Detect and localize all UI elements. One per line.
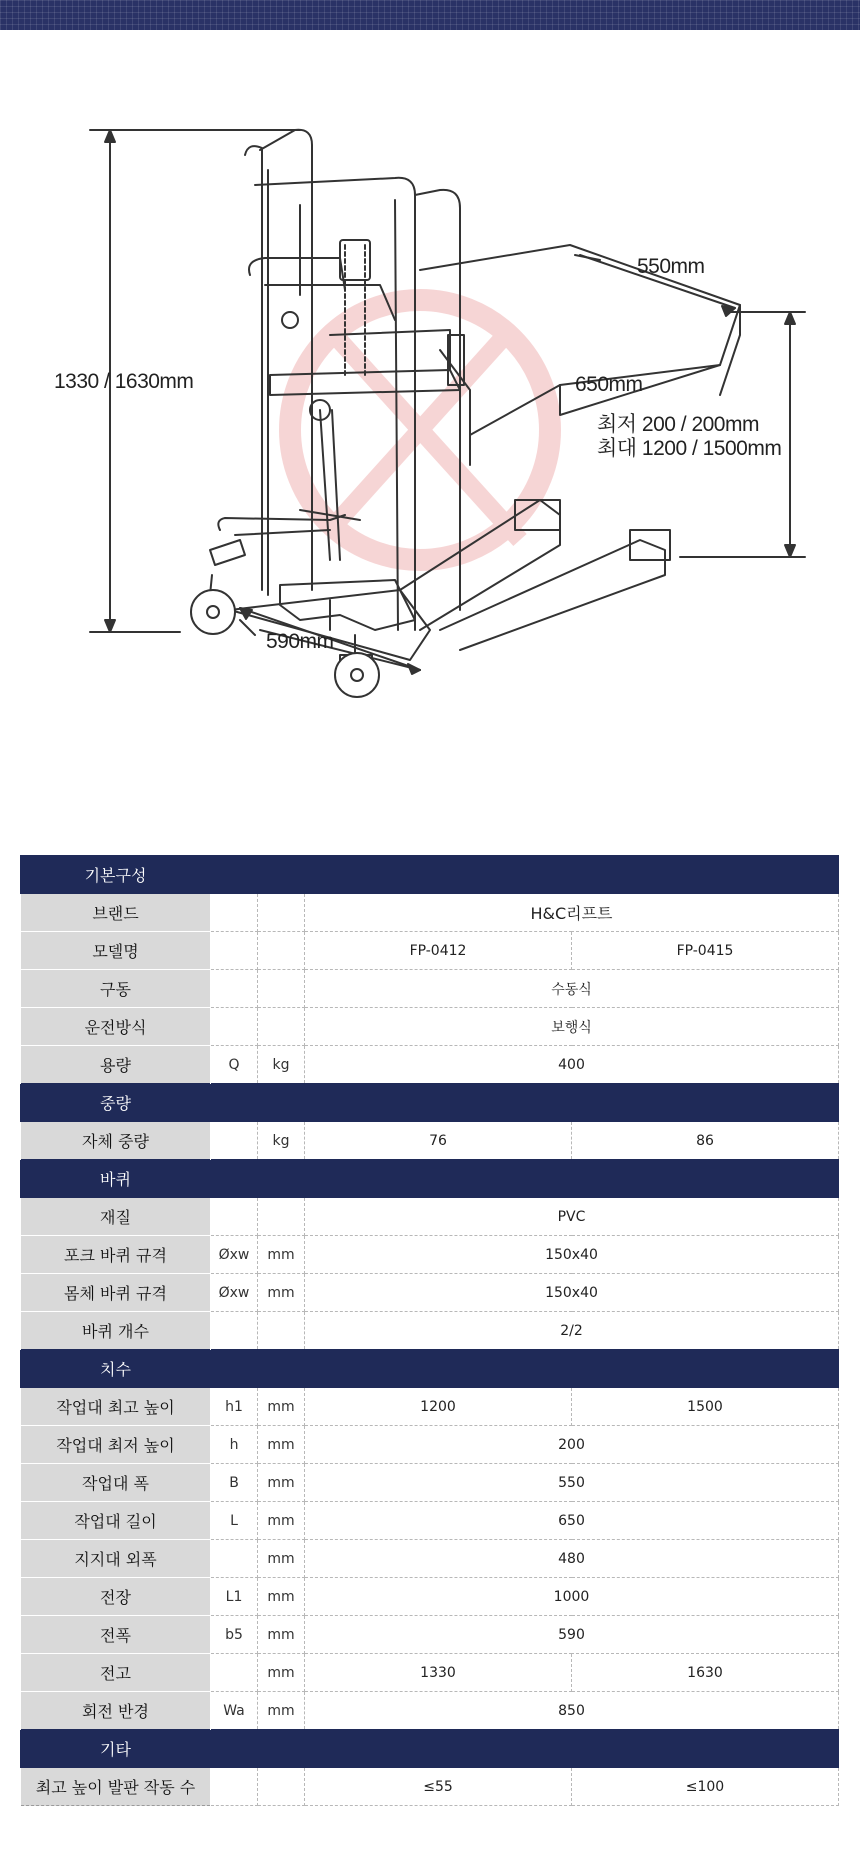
row-value-1: 1330 [305,1654,572,1692]
row-label: 전고 [21,1654,211,1692]
label-max-height: 최대 1200 / 1500mm [597,437,782,460]
row-label: 포크 바퀴 규격 [21,1236,211,1274]
row-value: 1000 [305,1578,839,1616]
row-symbol: B [211,1464,258,1502]
row-value: 150x40 [305,1236,839,1274]
row-unit: mm [258,1616,305,1654]
row-value-1: 76 [305,1122,572,1160]
row-symbol: L [211,1502,258,1540]
row-value: 200 [305,1426,839,1464]
section-title: 바퀴 [21,1160,211,1198]
row-label: 바퀴 개수 [21,1312,211,1350]
row-value-1: 1200 [305,1388,572,1426]
row-value-1: ≤55 [305,1768,572,1806]
top-pattern-bar [0,0,860,30]
table-row [21,1464,839,1502]
table-row [21,894,839,932]
row-value: 850 [305,1692,839,1730]
row-value-model-1: FP-0412 [305,932,572,970]
row-value: 400 [305,1046,839,1084]
table-row [21,1198,839,1236]
row-value: 550 [305,1464,839,1502]
section-dimensions [21,1350,839,1388]
row-value-2: 1630 [572,1654,839,1692]
table-row [21,932,839,970]
row-value: 보행식 [305,1008,839,1046]
row-label: 지지대 외폭 [21,1540,211,1578]
section-etc [21,1730,839,1768]
row-value-2: 1500 [572,1388,839,1426]
row-symbol: Øxw [211,1236,258,1274]
row-label: 작업대 길이 [21,1502,211,1540]
row-value: H&C리프트 [305,894,839,932]
row-value: 650 [305,1502,839,1540]
row-label: 작업대 최고 높이 [21,1388,211,1426]
row-label: 구동 [21,970,211,1008]
table-row [21,1426,839,1464]
row-label: 회전 반경 [21,1692,211,1730]
row-value: 590 [305,1616,839,1654]
table-row [21,1008,839,1046]
row-label: 몸체 바퀴 규격 [21,1274,211,1312]
table-row [21,1236,839,1274]
table-row [21,1616,839,1654]
row-label: 최고 높이 발판 작동 수 [21,1768,211,1806]
watermark-logo [290,300,550,560]
row-value-2: ≤100 [572,1768,839,1806]
row-symbol: Q [211,1046,258,1084]
row-symbol: Øxw [211,1274,258,1312]
row-label: 작업대 폭 [21,1464,211,1502]
section-title: 치수 [21,1350,211,1388]
table-row [21,1578,839,1616]
row-symbol: Wa [211,1692,258,1730]
row-unit: mm [258,1236,305,1274]
spec-table [20,855,839,1806]
row-unit: mm [258,1426,305,1464]
table-row [21,1388,839,1426]
row-label: 모델명 [21,932,211,970]
row-symbol: b5 [211,1616,258,1654]
row-unit: mm [258,1654,305,1692]
row-unit: mm [258,1274,305,1312]
row-unit: mm [258,1464,305,1502]
row-value-2: 86 [572,1122,839,1160]
section-wheel [21,1160,839,1198]
label-track-width: 590mm [266,630,334,653]
row-unit: mm [258,1578,305,1616]
row-label: 용량 [21,1046,211,1084]
row-value: 150x40 [305,1274,839,1312]
table-row [21,1122,839,1160]
row-label: 전폭 [21,1616,211,1654]
table-row [21,970,839,1008]
table-row [21,1274,839,1312]
section-title: 중량 [21,1084,211,1122]
section-weight [21,1084,839,1122]
row-unit: mm [258,1502,305,1540]
row-label: 자체 중량 [21,1122,211,1160]
row-value-model-2: FP-0415 [572,932,839,970]
row-label: 작업대 최저 높이 [21,1426,211,1464]
row-label: 브랜드 [21,894,211,932]
table-row [21,1312,839,1350]
label-platform-width: 550mm [637,255,705,278]
row-unit: mm [258,1692,305,1730]
label-overall-height: 1330 / 1630mm [54,370,194,393]
table-row [21,1768,839,1806]
row-unit: kg [258,1122,305,1160]
row-unit: mm [258,1540,305,1578]
row-label: 운전방식 [21,1008,211,1046]
label-platform-length: 650mm [575,373,643,396]
row-value: 수동식 [305,970,839,1008]
row-value: 2/2 [305,1312,839,1350]
section-basic [21,856,839,894]
row-symbol: h1 [211,1388,258,1426]
row-unit: kg [258,1046,305,1084]
table-row [21,1540,839,1578]
row-label: 재질 [21,1198,211,1236]
table-row [21,1654,839,1692]
row-value: PVC [305,1198,839,1236]
row-symbol: L1 [211,1578,258,1616]
table-row [21,1046,839,1084]
table-row [21,1692,839,1730]
row-symbol: h [211,1426,258,1464]
lift-diagram [0,30,860,830]
row-unit: mm [258,1388,305,1426]
row-label: 전장 [21,1578,211,1616]
label-min-height: 최저 200 / 200mm [597,413,759,436]
table-row [21,1502,839,1540]
section-title: 기본구성 [21,856,211,894]
section-title: 기타 [21,1730,211,1768]
row-value: 480 [305,1540,839,1578]
